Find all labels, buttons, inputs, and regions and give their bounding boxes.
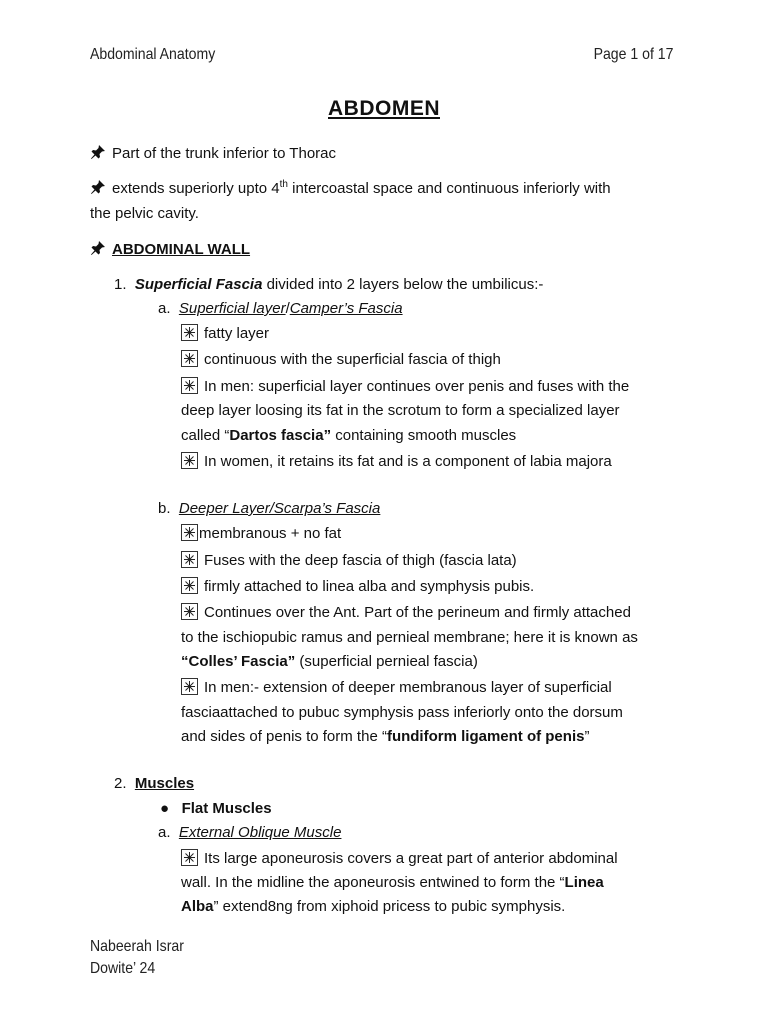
bold-term: “Colles’ Fascia” (181, 653, 296, 670)
point-text: In women, it retains its fat and is a component of labia majora (204, 453, 612, 470)
item2a-heading (158, 823, 341, 843)
list-item (181, 452, 612, 472)
sub-title-2: Camper’s Fascia (289, 300, 403, 317)
point-text: Fuses with the deep fascia of thigh (fascia lata) (204, 552, 517, 569)
text: containing smooth muscles (331, 427, 517, 444)
page-number: Page 1 of 17 (593, 46, 674, 63)
bold-term: Alba (181, 898, 214, 915)
list-number: 2. (114, 775, 127, 792)
snowflake-bullet-icon (181, 849, 198, 866)
sub-label: a. (158, 300, 171, 317)
sub-title-1: Superficial layer (178, 300, 286, 317)
point-text: In men:- extension of deeper membranous layer of superficial (204, 679, 612, 696)
point-text: In men: superficial layer continues over penis and fuses with the (204, 378, 630, 395)
text: ” (584, 728, 590, 745)
bullet-text: Flat Muscles (181, 800, 272, 817)
list-item (181, 603, 631, 623)
snowflake-bullet-icon (181, 452, 198, 469)
item1-line (114, 275, 543, 295)
item2-line (114, 774, 194, 794)
bold-term: Dartos fascia” (229, 427, 332, 444)
list-item (181, 678, 612, 698)
snowflake-bullet-icon (181, 377, 198, 394)
bullet-item (160, 799, 272, 819)
footer-batch: Dowite’ 24 (90, 960, 156, 977)
point-text: fatty layer (204, 325, 270, 342)
point-text: continuous with the superficial fascia of thigh (204, 351, 501, 368)
superscript: th (279, 179, 288, 190)
point-text: deep layer loosing its fat in the scrotum to form a specialized layer (181, 402, 620, 419)
pushpin-icon (90, 240, 106, 256)
snowflake-bullet-icon (181, 577, 198, 594)
text: called “ (181, 427, 230, 444)
list-item (181, 849, 618, 869)
intro-text-1: Part of the trunk inferior to Thorac (112, 145, 336, 162)
text: and sides of penis to form the “ (181, 728, 387, 745)
bold-term: fundiform ligament of penis (386, 728, 585, 745)
snowflake-bullet-icon (181, 551, 198, 568)
text: ” extend8ng from xiphoid pricess to pubic symphysis. (213, 898, 566, 915)
sub-label: a. (158, 824, 171, 841)
intro-line-3: the pelvic cavity. (90, 205, 199, 222)
footer-name: Nabeerah Israr (90, 938, 184, 955)
point-text: fasciaattached to pubuc symphysis pass inferiorly onto the dorsum (181, 704, 623, 721)
point-text: Its large aponeurosis covers a great part of anterior abdominal (204, 850, 618, 867)
point-text (181, 426, 516, 446)
section-heading (90, 240, 250, 260)
intro-line-1 (90, 144, 336, 164)
point-text (181, 897, 565, 917)
snowflake-bullet-icon (181, 324, 198, 341)
list-item (181, 377, 629, 397)
sub-title: External Oblique Muscle (178, 824, 342, 841)
sub-title: Deeper Layer/Scarpa’s Fascia (178, 500, 381, 517)
point-text: to the ischiopubic ramus and pernieal membrane; here it is known as (181, 629, 638, 646)
item1b-heading (158, 499, 380, 519)
snowflake-bullet-icon (181, 524, 198, 541)
header-title: Abdominal Anatomy (90, 46, 216, 63)
term: Superficial Fascia (134, 276, 263, 293)
point-text (181, 652, 478, 672)
list-item (181, 577, 534, 597)
list-item (181, 551, 517, 571)
point-text (181, 873, 604, 893)
item2-title: Muscles (134, 775, 195, 792)
snowflake-bullet-icon (181, 350, 198, 367)
sep: / (285, 300, 290, 317)
text: (superficial pernieal fascia) (295, 653, 478, 670)
intro-line-2 (90, 179, 611, 199)
page-header (90, 46, 674, 68)
list-item (181, 350, 501, 370)
intro-text-2a: extends superiorly upto 4 (112, 180, 280, 197)
bullet-dot-icon: ● (160, 800, 170, 817)
sub-label: b. (158, 500, 171, 517)
list-item (181, 324, 269, 344)
bold-term: Linea (564, 874, 604, 891)
point-text: firmly attached to linea alba and symphysis pubis. (204, 578, 535, 595)
page-title: ABDOMEN (328, 97, 440, 120)
pushpin-icon (90, 179, 106, 195)
intro-text-2b: intercoastal space and continuous inferiorly with (287, 180, 611, 197)
point-text: Continues over the Ant. Part of the perineum and firmly attached (204, 604, 631, 621)
snowflake-bullet-icon (181, 603, 198, 620)
section-heading-text: ABDOMINAL WALL (112, 241, 251, 258)
item1a-heading (158, 299, 403, 319)
item1-rest: divided into 2 layers below the umbilicus:- (262, 276, 544, 293)
pushpin-icon (90, 144, 106, 160)
point-text: membranous + no fat (199, 525, 342, 542)
list-number: 1. (114, 276, 127, 293)
point-text (181, 727, 589, 747)
list-item (181, 524, 341, 544)
text: wall. In the midline the aponeurosis entwined to form the “ (181, 874, 565, 891)
snowflake-bullet-icon (181, 678, 198, 695)
